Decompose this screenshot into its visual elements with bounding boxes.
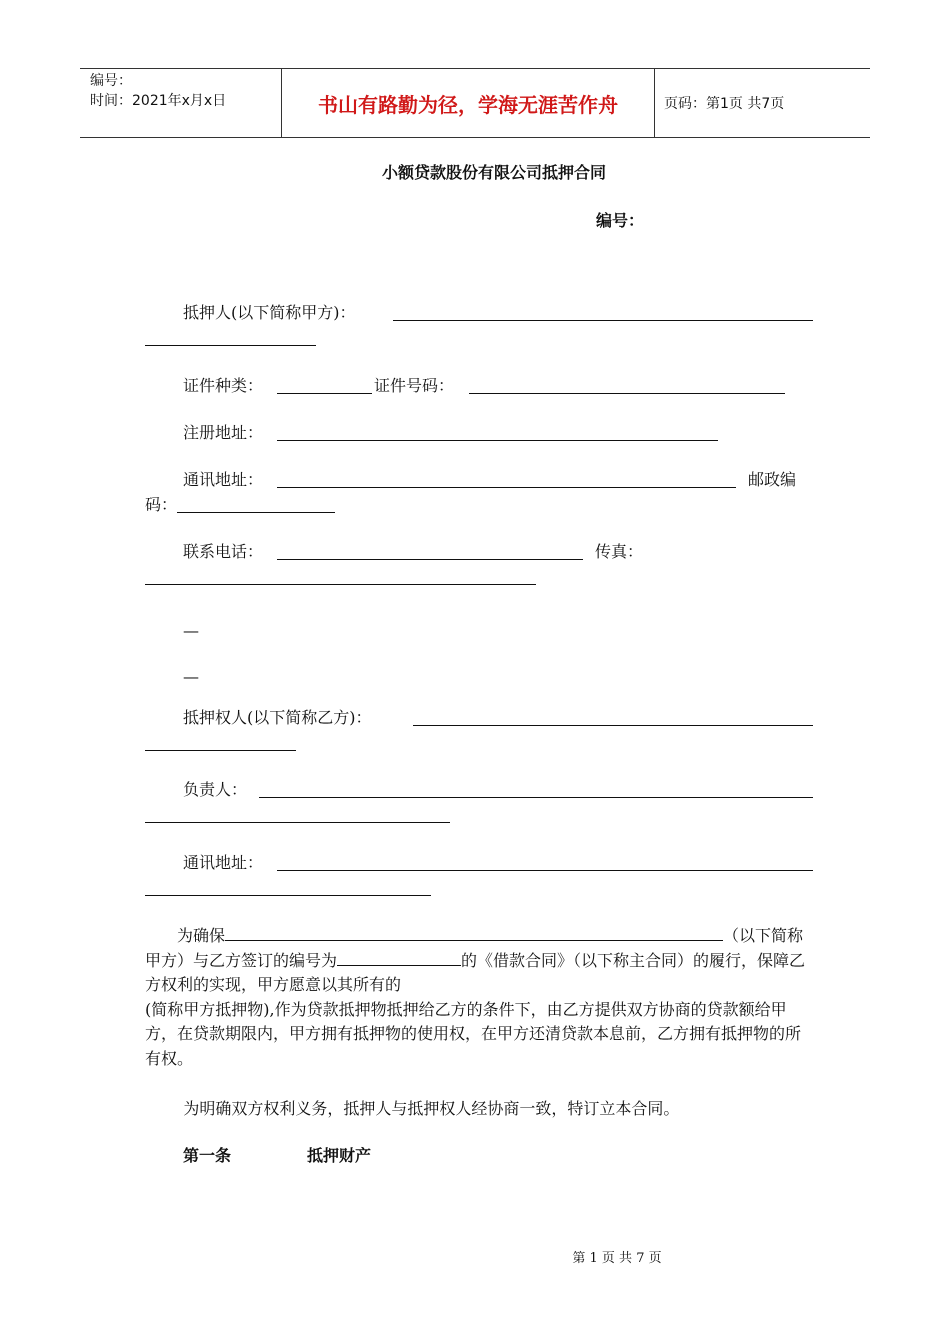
field-id-number-label: 证件号码： <box>374 376 455 395</box>
dash-line-1: — <box>183 621 199 640</box>
field-mail-address-blank[interactable] <box>277 487 736 488</box>
paragraph-agreement <box>145 1097 810 1122</box>
header-time: 时间：2021年x月x日 <box>90 93 227 109</box>
para1-s3: 的《借款合同》（以下称主合同）的履行，保障乙方权利的实现，甲方愿意以其所有的 <box>145 950 806 994</box>
field-fax-label: 传真： <box>595 542 644 561</box>
field-mail-address-b-blank[interactable] <box>277 870 813 871</box>
para1-debtor-blank[interactable] <box>225 924 723 941</box>
para2-text: 为明确双方权利义务，抵押人与抵押权人经协商一致，特订立本合同。 <box>183 1099 680 1118</box>
field-principal-blank-cont[interactable] <box>145 822 450 823</box>
field-phone-blank[interactable] <box>277 559 583 560</box>
para1-s2: （以下简称甲方）与乙方签订的编号为 <box>145 926 804 970</box>
field-mail-address-b-blank-cont[interactable] <box>145 895 431 896</box>
field-postal-label-a: 邮政编 <box>748 470 797 489</box>
page-footer: 第 1 页 共 7 页 <box>572 1251 662 1266</box>
field-mail-address-label: 通讯地址： <box>183 470 264 489</box>
field-mortgagee-blank-cont[interactable] <box>145 750 296 751</box>
field-mortgagee-blank[interactable] <box>413 725 813 726</box>
field-fax-blank[interactable] <box>145 584 536 585</box>
field-id-number-blank[interactable] <box>469 393 785 394</box>
field-principal-label: 负责人： <box>183 780 248 799</box>
para1-s1: 为确保 <box>177 926 226 945</box>
field-postal-blank[interactable] <box>177 512 335 513</box>
article1-title: 抵押财产 <box>307 1146 372 1165</box>
header-page-info: 页码：第1页 共7页 <box>664 96 785 112</box>
field-mortgagor-label: 抵押人(以下简称甲方)： <box>183 303 356 322</box>
document-number-label: 编号： <box>596 211 645 230</box>
document-title: 小额贷款股份有限公司抵押合同 <box>381 163 606 182</box>
field-postal-label-b: 码： <box>145 495 178 514</box>
field-reg-address-blank[interactable] <box>277 440 718 441</box>
dash-line-2: — <box>183 667 199 686</box>
field-phone-label: 联系电话： <box>183 542 264 561</box>
paragraph-purpose <box>145 924 810 1071</box>
para1-s4: (简称甲方抵押物),作为贷款抵押物抵押给乙方的条件下，由乙方提供双方协商的贷款额给甲方，在贷款期限内，甲方拥有抵押物的使用权，在甲方还清贷款本息前，乙方拥有抵押物的所有权。 <box>145 999 802 1068</box>
page-header <box>80 68 870 138</box>
field-mail-address-b-label: 通讯地址： <box>183 853 264 872</box>
field-principal-blank[interactable] <box>259 797 813 798</box>
field-reg-address-label: 注册地址： <box>183 423 264 442</box>
field-id-type-blank[interactable] <box>277 393 372 394</box>
field-mortgagee-label: 抵押权人(以下简称乙方)： <box>183 708 372 727</box>
field-mortgagor-blank-cont[interactable] <box>145 345 316 346</box>
header-serial: 编号： <box>90 73 132 89</box>
field-id-type-label: 证件种类： <box>183 376 264 395</box>
para1-contract-no-blank[interactable] <box>337 949 461 966</box>
header-meta <box>90 71 226 111</box>
field-mortgagor-blank[interactable] <box>393 320 813 321</box>
article1-number: 第一条 <box>183 1146 232 1165</box>
header-motto: 书山有路勤为径，学海无涯苦作舟 <box>281 69 655 137</box>
